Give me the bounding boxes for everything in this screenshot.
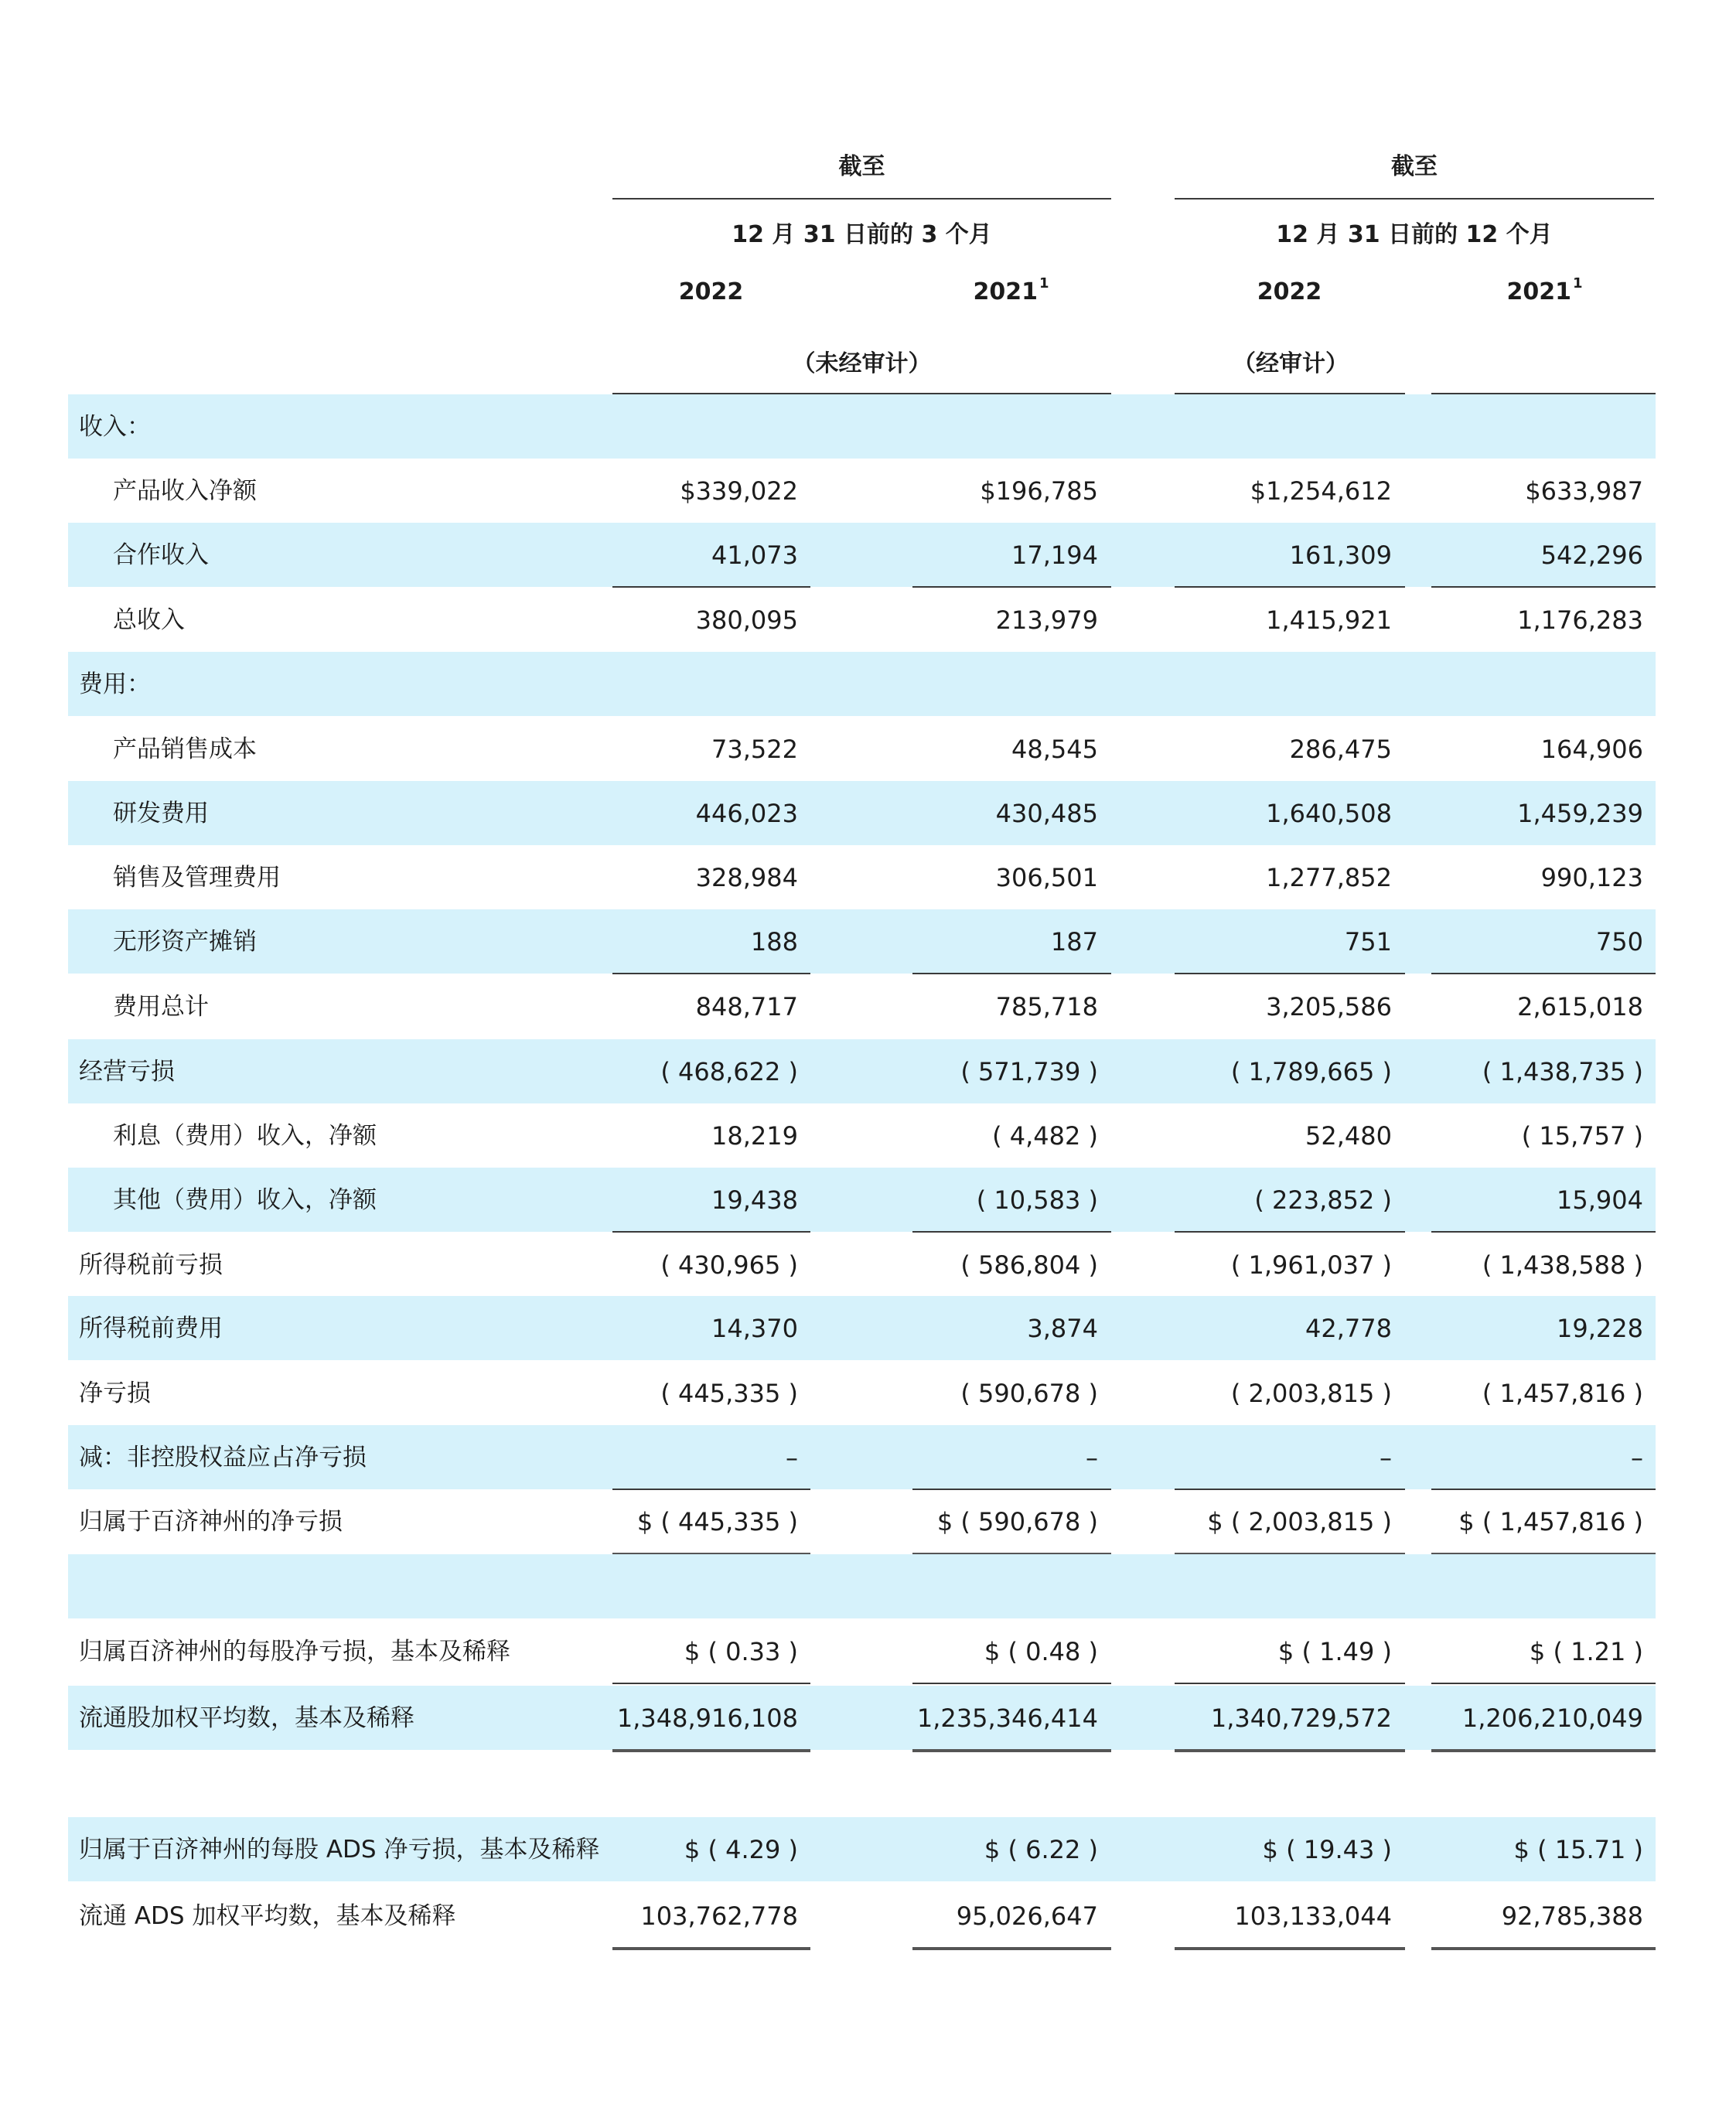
row-label: 费用总计 <box>113 992 209 1021</box>
row-label: 产品收入净额 <box>113 476 257 505</box>
cell-value: ( 571,739 ) <box>960 1056 1098 1086</box>
row-band <box>68 652 1656 716</box>
cell-value: $196,785 <box>980 476 1098 506</box>
column-rule <box>912 1749 1111 1752</box>
cell-value: ( 4,482 ) <box>992 1120 1098 1151</box>
cell-value: 3,874 <box>1027 1313 1098 1343</box>
row-label: 归属于百济神州的每股 ADS 净亏损，基本及稀释 <box>79 1835 600 1864</box>
cell-value: 42,778 <box>1305 1313 1392 1343</box>
cell-value: 750 <box>1595 926 1643 957</box>
column-rule <box>1175 1231 1405 1233</box>
cell-value: 1,206,210,049 <box>1461 1703 1643 1733</box>
group2-header: 截至 <box>1391 153 1438 180</box>
cell-value: 17,194 <box>1011 540 1098 570</box>
row-label: 减：非控股权益应占净亏损 <box>79 1443 367 1472</box>
column-rule <box>912 586 1111 588</box>
cell-value: – <box>1380 1442 1392 1472</box>
row-label: 收入： <box>79 412 151 441</box>
cell-value: ( 586,804 ) <box>960 1250 1098 1280</box>
row-label: 归属百济神州的每股净亏损，基本及稀释 <box>79 1637 510 1666</box>
row-label: 流通股加权平均数，基本及稀释 <box>79 1703 414 1732</box>
cell-value: 73,522 <box>711 734 798 764</box>
cell-value: 990,123 <box>1540 862 1643 892</box>
cell-value: 848,717 <box>695 991 798 1021</box>
row-band <box>68 1039 1656 1103</box>
cell-value: 103,133,044 <box>1234 1901 1392 1931</box>
column-rule <box>1175 1749 1405 1752</box>
cell-value: 1,640,508 <box>1266 798 1392 828</box>
column-rule <box>612 1489 810 1490</box>
row-label: 费用： <box>79 670 151 698</box>
column-rule <box>1175 1947 1405 1950</box>
cell-value: ( 1,789,665 ) <box>1230 1056 1392 1086</box>
column-rule <box>612 586 810 588</box>
cell-value: 446,023 <box>695 798 798 828</box>
cell-value: $ ( 6.22 ) <box>984 1834 1098 1864</box>
column-rule <box>912 1231 1111 1233</box>
cell-value: ( 15,757 ) <box>1521 1120 1643 1151</box>
audit-label-1: （未经审计） <box>792 350 932 377</box>
column-rule <box>612 1683 810 1684</box>
group1-header: 截至 <box>838 153 885 180</box>
cell-value: 751 <box>1344 926 1392 957</box>
row-label: 经营亏损 <box>79 1057 175 1086</box>
group1-period: 12 月 31 日前的 3 个月 <box>732 221 992 248</box>
cell-value: $ ( 590,678 ) <box>936 1506 1098 1536</box>
row-label: 其他（费用）收入，净额 <box>113 1185 377 1214</box>
row-band <box>68 1554 1656 1618</box>
cell-value: 1,340,729,572 <box>1210 1703 1392 1733</box>
cell-value: $339,022 <box>680 476 798 506</box>
column-rule <box>1175 1489 1405 1490</box>
cell-value: 3,205,586 <box>1266 991 1392 1021</box>
cell-value: ( 2,003,815 ) <box>1230 1378 1392 1408</box>
cell-value: 328,984 <box>695 862 798 892</box>
row-label: 所得税前费用 <box>79 1314 223 1342</box>
cell-value: 41,073 <box>711 540 798 570</box>
audit-label-2: （经审计） <box>1233 350 1349 377</box>
cell-value: $633,987 <box>1525 476 1643 506</box>
column-rule <box>912 1489 1111 1490</box>
row-band <box>68 909 1656 974</box>
cell-value: 380,095 <box>695 605 798 635</box>
cell-value: 15,904 <box>1557 1185 1643 1215</box>
cell-value: 187 <box>1050 926 1098 957</box>
column-rule <box>1431 1683 1656 1684</box>
cell-value: – <box>1086 1442 1098 1472</box>
cell-value: 161,309 <box>1289 540 1392 570</box>
row-label: 合作收入 <box>113 541 209 569</box>
cell-value: 1,459,239 <box>1517 798 1643 828</box>
column-rule <box>1175 1683 1405 1684</box>
cell-value: $ ( 4.29 ) <box>684 1834 798 1864</box>
cell-value: 1,415,921 <box>1266 605 1392 635</box>
cell-value: 286,475 <box>1289 734 1392 764</box>
cell-value: 52,480 <box>1305 1120 1392 1151</box>
cell-value: ( 430,965 ) <box>660 1250 798 1280</box>
column-rule <box>912 1683 1111 1684</box>
cell-value: $ ( 1,457,816 ) <box>1458 1506 1643 1536</box>
cell-value: 14,370 <box>711 1313 798 1343</box>
cell-value: $ ( 0.48 ) <box>984 1636 1098 1666</box>
column-rule <box>1175 586 1405 588</box>
cell-value: 1,277,852 <box>1266 862 1392 892</box>
cell-value: $ ( 0.33 ) <box>684 1636 798 1666</box>
group2-period: 12 月 31 日前的 12 个月 <box>1276 221 1553 248</box>
row-band <box>68 394 1656 459</box>
col-year-4: 2021 $^1$ <box>1506 275 1583 305</box>
cell-value: – <box>1631 1442 1643 1472</box>
cell-value: $1,254,612 <box>1250 476 1392 506</box>
cell-value: 306,501 <box>995 862 1098 892</box>
cell-value: – <box>786 1442 798 1472</box>
column-rule <box>1431 586 1656 588</box>
row-label: 产品销售成本 <box>113 735 257 763</box>
cell-value: 19,228 <box>1557 1313 1643 1343</box>
row-band <box>68 523 1656 587</box>
cell-value: ( 1,438,588 ) <box>1482 1250 1643 1280</box>
column-rule <box>912 973 1111 974</box>
cell-value: 1,176,283 <box>1517 605 1643 635</box>
column-rule <box>612 1947 810 1950</box>
cell-value: 188 <box>750 926 798 957</box>
cell-value: ( 1,457,816 ) <box>1482 1378 1643 1408</box>
cell-value: $ ( 15.71 ) <box>1513 1834 1643 1864</box>
header-rule-1 <box>612 198 1111 200</box>
cell-value: $ ( 445,335 ) <box>636 1506 798 1536</box>
col-year-3: 2022 <box>1257 278 1322 305</box>
column-rule <box>912 1947 1111 1950</box>
cell-value: ( 223,852 ) <box>1254 1185 1392 1215</box>
column-rule <box>1431 1947 1656 1950</box>
row-label: 利息（费用）收入，净额 <box>113 1121 377 1150</box>
cell-value: 785,718 <box>995 991 1098 1021</box>
row-band <box>68 1296 1656 1360</box>
cell-value: 2,615,018 <box>1517 991 1643 1021</box>
column-rule <box>612 1749 810 1752</box>
cell-value: 95,026,647 <box>956 1901 1098 1931</box>
row-label: 无形资产摊销 <box>113 927 257 956</box>
cell-value: 213,979 <box>995 605 1098 635</box>
header-rule-2 <box>1175 198 1654 200</box>
row-label: 归属于百济神州的净亏损 <box>79 1507 343 1536</box>
cell-value: 103,762,778 <box>640 1901 798 1931</box>
cell-value: 92,785,388 <box>1501 1901 1643 1931</box>
column-rule <box>1431 1489 1656 1490</box>
cell-value: $ ( 19.43 ) <box>1262 1834 1392 1864</box>
col-year-2: 2021 $^1$ <box>973 275 1049 305</box>
cell-value: 1,348,916,108 <box>616 1703 798 1733</box>
cell-value: 1,235,346,414 <box>916 1703 1098 1733</box>
cell-value: 164,906 <box>1540 734 1643 764</box>
cell-value: $ ( 1.49 ) <box>1277 1636 1392 1666</box>
row-label: 销售及管理费用 <box>113 863 281 892</box>
cell-value: 48,545 <box>1011 734 1098 764</box>
col-year-1: 2022 <box>678 278 744 305</box>
column-rule <box>1431 1231 1656 1233</box>
cell-value: $ ( 1.21 ) <box>1529 1636 1643 1666</box>
cell-value: ( 10,583 ) <box>976 1185 1098 1215</box>
cell-value: ( 1,961,037 ) <box>1230 1250 1392 1280</box>
cell-value: 430,485 <box>995 798 1098 828</box>
column-rule <box>1431 1749 1656 1752</box>
column-rule <box>612 973 810 974</box>
cell-value: ( 590,678 ) <box>960 1378 1098 1408</box>
cell-value: ( 445,335 ) <box>660 1378 798 1408</box>
column-rule <box>1175 973 1405 974</box>
cell-value: ( 1,438,735 ) <box>1482 1056 1643 1086</box>
column-rule <box>1431 973 1656 974</box>
cell-value: 542,296 <box>1540 540 1643 570</box>
row-label: 流通 ADS 加权平均数，基本及稀释 <box>79 1901 456 1930</box>
cell-value: ( 468,622 ) <box>660 1056 798 1086</box>
row-label: 总收入 <box>113 605 185 634</box>
row-label: 净亏损 <box>79 1379 151 1407</box>
row-band <box>68 781 1656 845</box>
column-rule <box>612 1231 810 1233</box>
row-label: 所得税前亏损 <box>79 1250 223 1279</box>
cell-value: 18,219 <box>711 1120 798 1151</box>
cell-value: $ ( 2,003,815 ) <box>1207 1506 1392 1536</box>
cell-value: 19,438 <box>711 1185 798 1215</box>
row-label: 研发费用 <box>113 799 209 827</box>
